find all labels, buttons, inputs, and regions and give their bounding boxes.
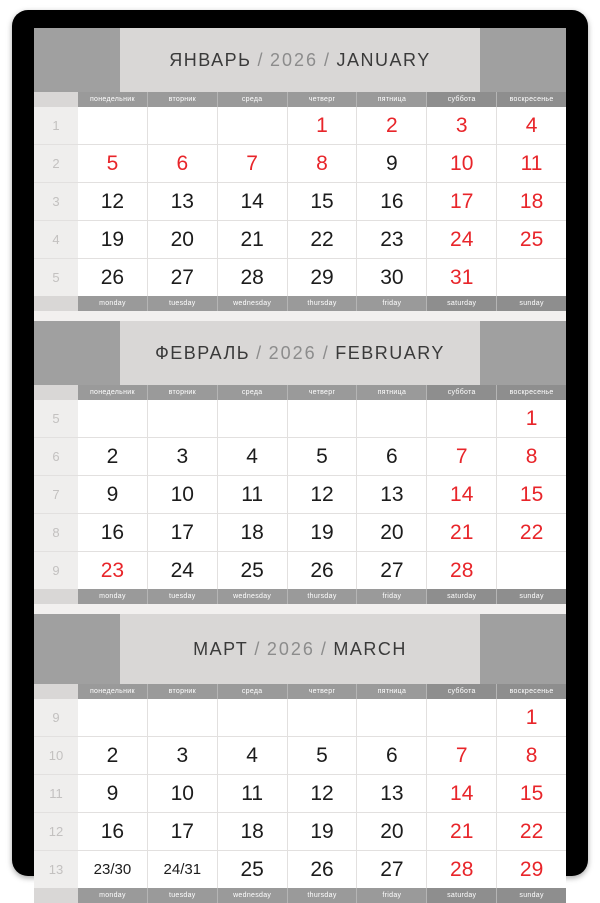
weekday-label-en: monday	[78, 888, 148, 903]
weekday-label-ru: четверг	[288, 385, 358, 400]
month-name-en: JANUARY	[336, 49, 431, 70]
day-cell-empty	[218, 400, 288, 437]
week-number: 2	[34, 145, 78, 182]
day-cell-empty	[357, 400, 427, 437]
day-cell: 14	[218, 183, 288, 220]
weekday-label-ru: суббота	[427, 684, 497, 699]
day-cell: 10	[427, 145, 497, 182]
weekday-label-en: wednesday	[218, 296, 288, 311]
day-cell: 10	[148, 476, 218, 513]
day-cell: 15	[519, 482, 544, 506]
day-cell: 28	[218, 259, 288, 296]
day-cell: 21	[218, 221, 288, 258]
title-separator: /	[257, 49, 264, 70]
weeks-grid	[34, 699, 566, 888]
day-cell: 6	[357, 737, 427, 774]
day-cell: 3	[148, 438, 218, 475]
day-number-primary: 24	[163, 861, 181, 878]
week-row	[34, 400, 566, 438]
weekday-label-ru: пятница	[357, 385, 427, 400]
week-number: 9	[34, 699, 78, 736]
week-row	[34, 476, 566, 514]
week-number: 9	[34, 552, 78, 589]
weekday-label-en: thursday	[288, 888, 358, 903]
day-cell: 25	[218, 851, 288, 888]
day-cell: 2	[357, 107, 427, 144]
month-block	[34, 321, 566, 604]
day-cell: 1	[525, 406, 538, 430]
day-cell: 24	[148, 552, 218, 589]
week-row	[34, 438, 566, 476]
weekday-label-ru: среда	[218, 92, 288, 107]
weekday-header-row-ru	[34, 684, 566, 699]
day-dual-separator: /	[180, 861, 185, 878]
weekday-label-en: sunday	[497, 296, 566, 311]
week-number-footer	[34, 296, 78, 311]
day-cell: 2	[78, 438, 148, 475]
weekday-label-ru: пятница	[357, 684, 427, 699]
day-cell: 24	[427, 221, 497, 258]
weekday-label-ru: понедельник	[78, 684, 148, 699]
day-cell: 23	[357, 221, 427, 258]
weekday-label-ru: воскресенье	[497, 92, 566, 107]
day-cell: 7	[427, 438, 497, 475]
week-row	[34, 737, 566, 775]
day-cell: 9	[357, 145, 427, 182]
day-cell: 19	[288, 514, 358, 551]
day-dual	[94, 862, 132, 877]
weekday-label-ru: воскресенье	[497, 684, 566, 699]
weekday-label-en: saturday	[427, 589, 497, 604]
day-cell: 7	[427, 737, 497, 774]
day-cell: 13	[148, 183, 218, 220]
day-cell: 29	[519, 857, 544, 881]
weekday-header-row-en	[34, 589, 566, 604]
weekday-label-ru: понедельник	[78, 92, 148, 107]
week-row	[34, 552, 566, 589]
weekday-label-en: friday	[357, 888, 427, 903]
weekday-header-row-ru	[34, 385, 566, 400]
weekday-label-en: tuesday	[148, 589, 218, 604]
weekday-label-ru: вторник	[148, 684, 218, 699]
weekday-label-en: thursday	[288, 589, 358, 604]
month-year: 2026	[269, 49, 319, 70]
month-year: 2026	[268, 342, 317, 363]
day-cell: 15	[519, 781, 544, 805]
day-cell-empty	[357, 699, 427, 736]
day-cell-empty	[78, 107, 148, 144]
day-cell: 12	[288, 476, 358, 513]
day-cell-empty	[148, 699, 218, 736]
day-cell-empty	[288, 400, 358, 437]
week-number: 1	[34, 107, 78, 144]
weekday-label-en: wednesday	[218, 589, 288, 604]
week-row	[34, 145, 566, 183]
month-name-en: MARCH	[333, 638, 407, 659]
day-cell: 31	[427, 259, 497, 296]
day-cell: 20	[357, 514, 427, 551]
weekday-label-ru: воскресенье	[497, 385, 566, 400]
day-dual	[164, 862, 202, 877]
month-title	[169, 50, 431, 71]
weekday-label-ru: четверг	[288, 684, 358, 699]
day-cell: 10	[148, 775, 218, 812]
month-name-ru: ЯНВАРЬ	[169, 49, 252, 70]
day-cell: 18	[218, 514, 288, 551]
weekday-label-en: monday	[78, 296, 148, 311]
weekday-label-en: wednesday	[218, 888, 288, 903]
day-cell	[78, 851, 148, 888]
day-cell	[148, 851, 218, 888]
weekday-label-en: tuesday	[148, 888, 218, 903]
weekday-label-en: friday	[357, 589, 427, 604]
title-separator: /	[254, 638, 261, 659]
weeks-grid	[34, 400, 566, 589]
day-cell: 11	[520, 151, 543, 175]
day-cell: 11	[218, 775, 288, 812]
week-row	[34, 775, 566, 813]
day-cell-empty	[427, 400, 497, 437]
weekday-label-en: saturday	[427, 888, 497, 903]
weekday-label-ru: понедельник	[78, 385, 148, 400]
month-block	[34, 614, 566, 903]
day-cell-empty	[497, 259, 566, 296]
day-number-secondary: 31	[184, 861, 202, 878]
day-cell: 14	[427, 775, 497, 812]
day-cell: 6	[357, 438, 427, 475]
day-cell-empty	[78, 699, 148, 736]
month-name-en: FEBRUARY	[335, 342, 445, 363]
day-cell: 8	[288, 145, 358, 182]
weekday-header-row-en	[34, 888, 566, 903]
day-cell: 16	[78, 514, 148, 551]
day-cell: 13	[357, 775, 427, 812]
day-cell: 2	[78, 737, 148, 774]
day-cell: 14	[427, 476, 497, 513]
week-row	[34, 107, 566, 145]
week-number: 7	[34, 476, 78, 513]
day-cell: 17	[427, 183, 497, 220]
day-cell: 13	[357, 476, 427, 513]
week-row	[34, 699, 566, 737]
day-cell: 9	[78, 476, 148, 513]
weekday-label-ru: вторник	[148, 92, 218, 107]
day-cell: 20	[357, 813, 427, 850]
day-cell-empty	[218, 699, 288, 736]
day-cell: 17	[148, 514, 218, 551]
weekday-label-en: sunday	[497, 888, 566, 903]
day-cell: 26	[288, 552, 358, 589]
day-cell: 23	[78, 552, 148, 589]
day-cell: 21	[427, 514, 497, 551]
week-number: 5	[34, 400, 78, 437]
day-cell: 26	[288, 851, 358, 888]
day-cell-empty	[218, 107, 288, 144]
day-cell: 18	[519, 189, 544, 213]
weekday-label-ru: среда	[218, 385, 288, 400]
month-title	[193, 639, 407, 660]
day-cell: 22	[288, 221, 358, 258]
day-cell: 1	[288, 107, 358, 144]
title-separator: /	[256, 342, 263, 363]
month-title-bar	[34, 28, 566, 92]
week-number: 12	[34, 813, 78, 850]
weekday-label-ru: пятница	[357, 92, 427, 107]
day-cell: 17	[148, 813, 218, 850]
weekday-label-ru: среда	[218, 684, 288, 699]
month-title-panel	[120, 321, 480, 385]
month-title-bar	[34, 321, 566, 385]
day-cell-empty	[148, 400, 218, 437]
day-cell: 28	[427, 851, 497, 888]
week-number-footer	[34, 888, 78, 903]
weekday-label-en: saturday	[427, 296, 497, 311]
day-cell: 22	[519, 520, 544, 544]
day-cell: 26	[78, 259, 148, 296]
day-cell: 9	[78, 775, 148, 812]
week-row	[34, 221, 566, 259]
week-number-header	[34, 385, 78, 400]
title-separator: /	[324, 49, 331, 70]
month-name-ru: ФЕВРАЛЬ	[155, 342, 251, 363]
week-number: 13	[34, 851, 78, 888]
week-row	[34, 813, 566, 851]
day-cell-empty	[288, 699, 358, 736]
week-row	[34, 514, 566, 552]
weekday-header-row-en	[34, 296, 566, 311]
week-row	[34, 259, 566, 296]
day-cell-empty	[497, 552, 566, 589]
day-cell: 20	[148, 221, 218, 258]
weekday-label-ru: суббота	[427, 385, 497, 400]
week-number: 6	[34, 438, 78, 475]
month-title-bar	[34, 614, 566, 684]
weekday-label-ru: вторник	[148, 385, 218, 400]
calendar-sheet	[34, 28, 566, 899]
day-cell: 3	[427, 107, 497, 144]
month-separator	[34, 311, 566, 321]
week-number: 11	[34, 775, 78, 812]
day-cell: 8	[525, 743, 538, 767]
week-number: 8	[34, 514, 78, 551]
week-number: 5	[34, 259, 78, 296]
day-cell-empty	[427, 699, 497, 736]
day-cell: 25	[218, 552, 288, 589]
day-cell: 5	[78, 145, 148, 182]
day-cell: 4	[525, 113, 538, 137]
week-number-header	[34, 684, 78, 699]
day-cell-empty	[78, 400, 148, 437]
week-number: 10	[34, 737, 78, 774]
weekday-label-en: tuesday	[148, 296, 218, 311]
week-number-header	[34, 92, 78, 107]
day-cell: 6	[148, 145, 218, 182]
week-number-footer	[34, 589, 78, 604]
calendar-frame	[12, 10, 588, 899]
week-row	[34, 183, 566, 221]
weekday-label-ru: четверг	[288, 92, 358, 107]
day-cell: 25	[519, 227, 544, 251]
month-title	[155, 343, 445, 364]
day-cell: 15	[288, 183, 358, 220]
month-separator	[34, 604, 566, 614]
day-cell: 7	[218, 145, 288, 182]
day-cell: 12	[288, 775, 358, 812]
day-cell-empty	[148, 107, 218, 144]
weekday-label-en: monday	[78, 589, 148, 604]
day-cell: 19	[78, 221, 148, 258]
day-dual-separator: /	[110, 861, 115, 878]
day-cell: 27	[148, 259, 218, 296]
day-cell: 1	[525, 705, 538, 729]
day-cell: 12	[78, 183, 148, 220]
title-separator: /	[320, 638, 328, 659]
day-cell: 16	[357, 183, 427, 220]
weekday-header-row-ru	[34, 92, 566, 107]
day-cell: 4	[218, 737, 288, 774]
day-cell: 8	[525, 444, 538, 468]
week-number: 3	[34, 183, 78, 220]
day-cell: 30	[357, 259, 427, 296]
day-cell: 28	[427, 552, 497, 589]
weekday-label-en: sunday	[497, 589, 566, 604]
month-title-panel	[120, 28, 480, 92]
month-name-ru: МАРТ	[193, 638, 249, 659]
day-cell: 21	[427, 813, 497, 850]
week-number: 4	[34, 221, 78, 258]
day-cell: 19	[288, 813, 358, 850]
day-cell: 5	[288, 737, 358, 774]
day-cell: 16	[78, 813, 148, 850]
day-cell: 29	[288, 259, 358, 296]
title-separator: /	[322, 342, 330, 363]
weekday-label-en: friday	[357, 296, 427, 311]
day-cell: 27	[357, 552, 427, 589]
weekday-label-en: thursday	[288, 296, 358, 311]
month-year: 2026	[266, 638, 315, 659]
day-cell: 22	[519, 819, 544, 843]
day-cell: 18	[218, 813, 288, 850]
week-row	[34, 851, 566, 888]
day-cell: 3	[148, 737, 218, 774]
month-title-panel	[120, 614, 480, 684]
weekday-label-ru: суббота	[427, 92, 497, 107]
day-number-primary: 23	[93, 861, 111, 878]
day-cell: 5	[288, 438, 358, 475]
day-number-secondary: 30	[114, 861, 132, 878]
day-cell: 4	[218, 438, 288, 475]
weeks-grid	[34, 107, 566, 296]
day-cell: 27	[357, 851, 427, 888]
day-cell: 11	[218, 476, 288, 513]
month-block	[34, 28, 566, 311]
